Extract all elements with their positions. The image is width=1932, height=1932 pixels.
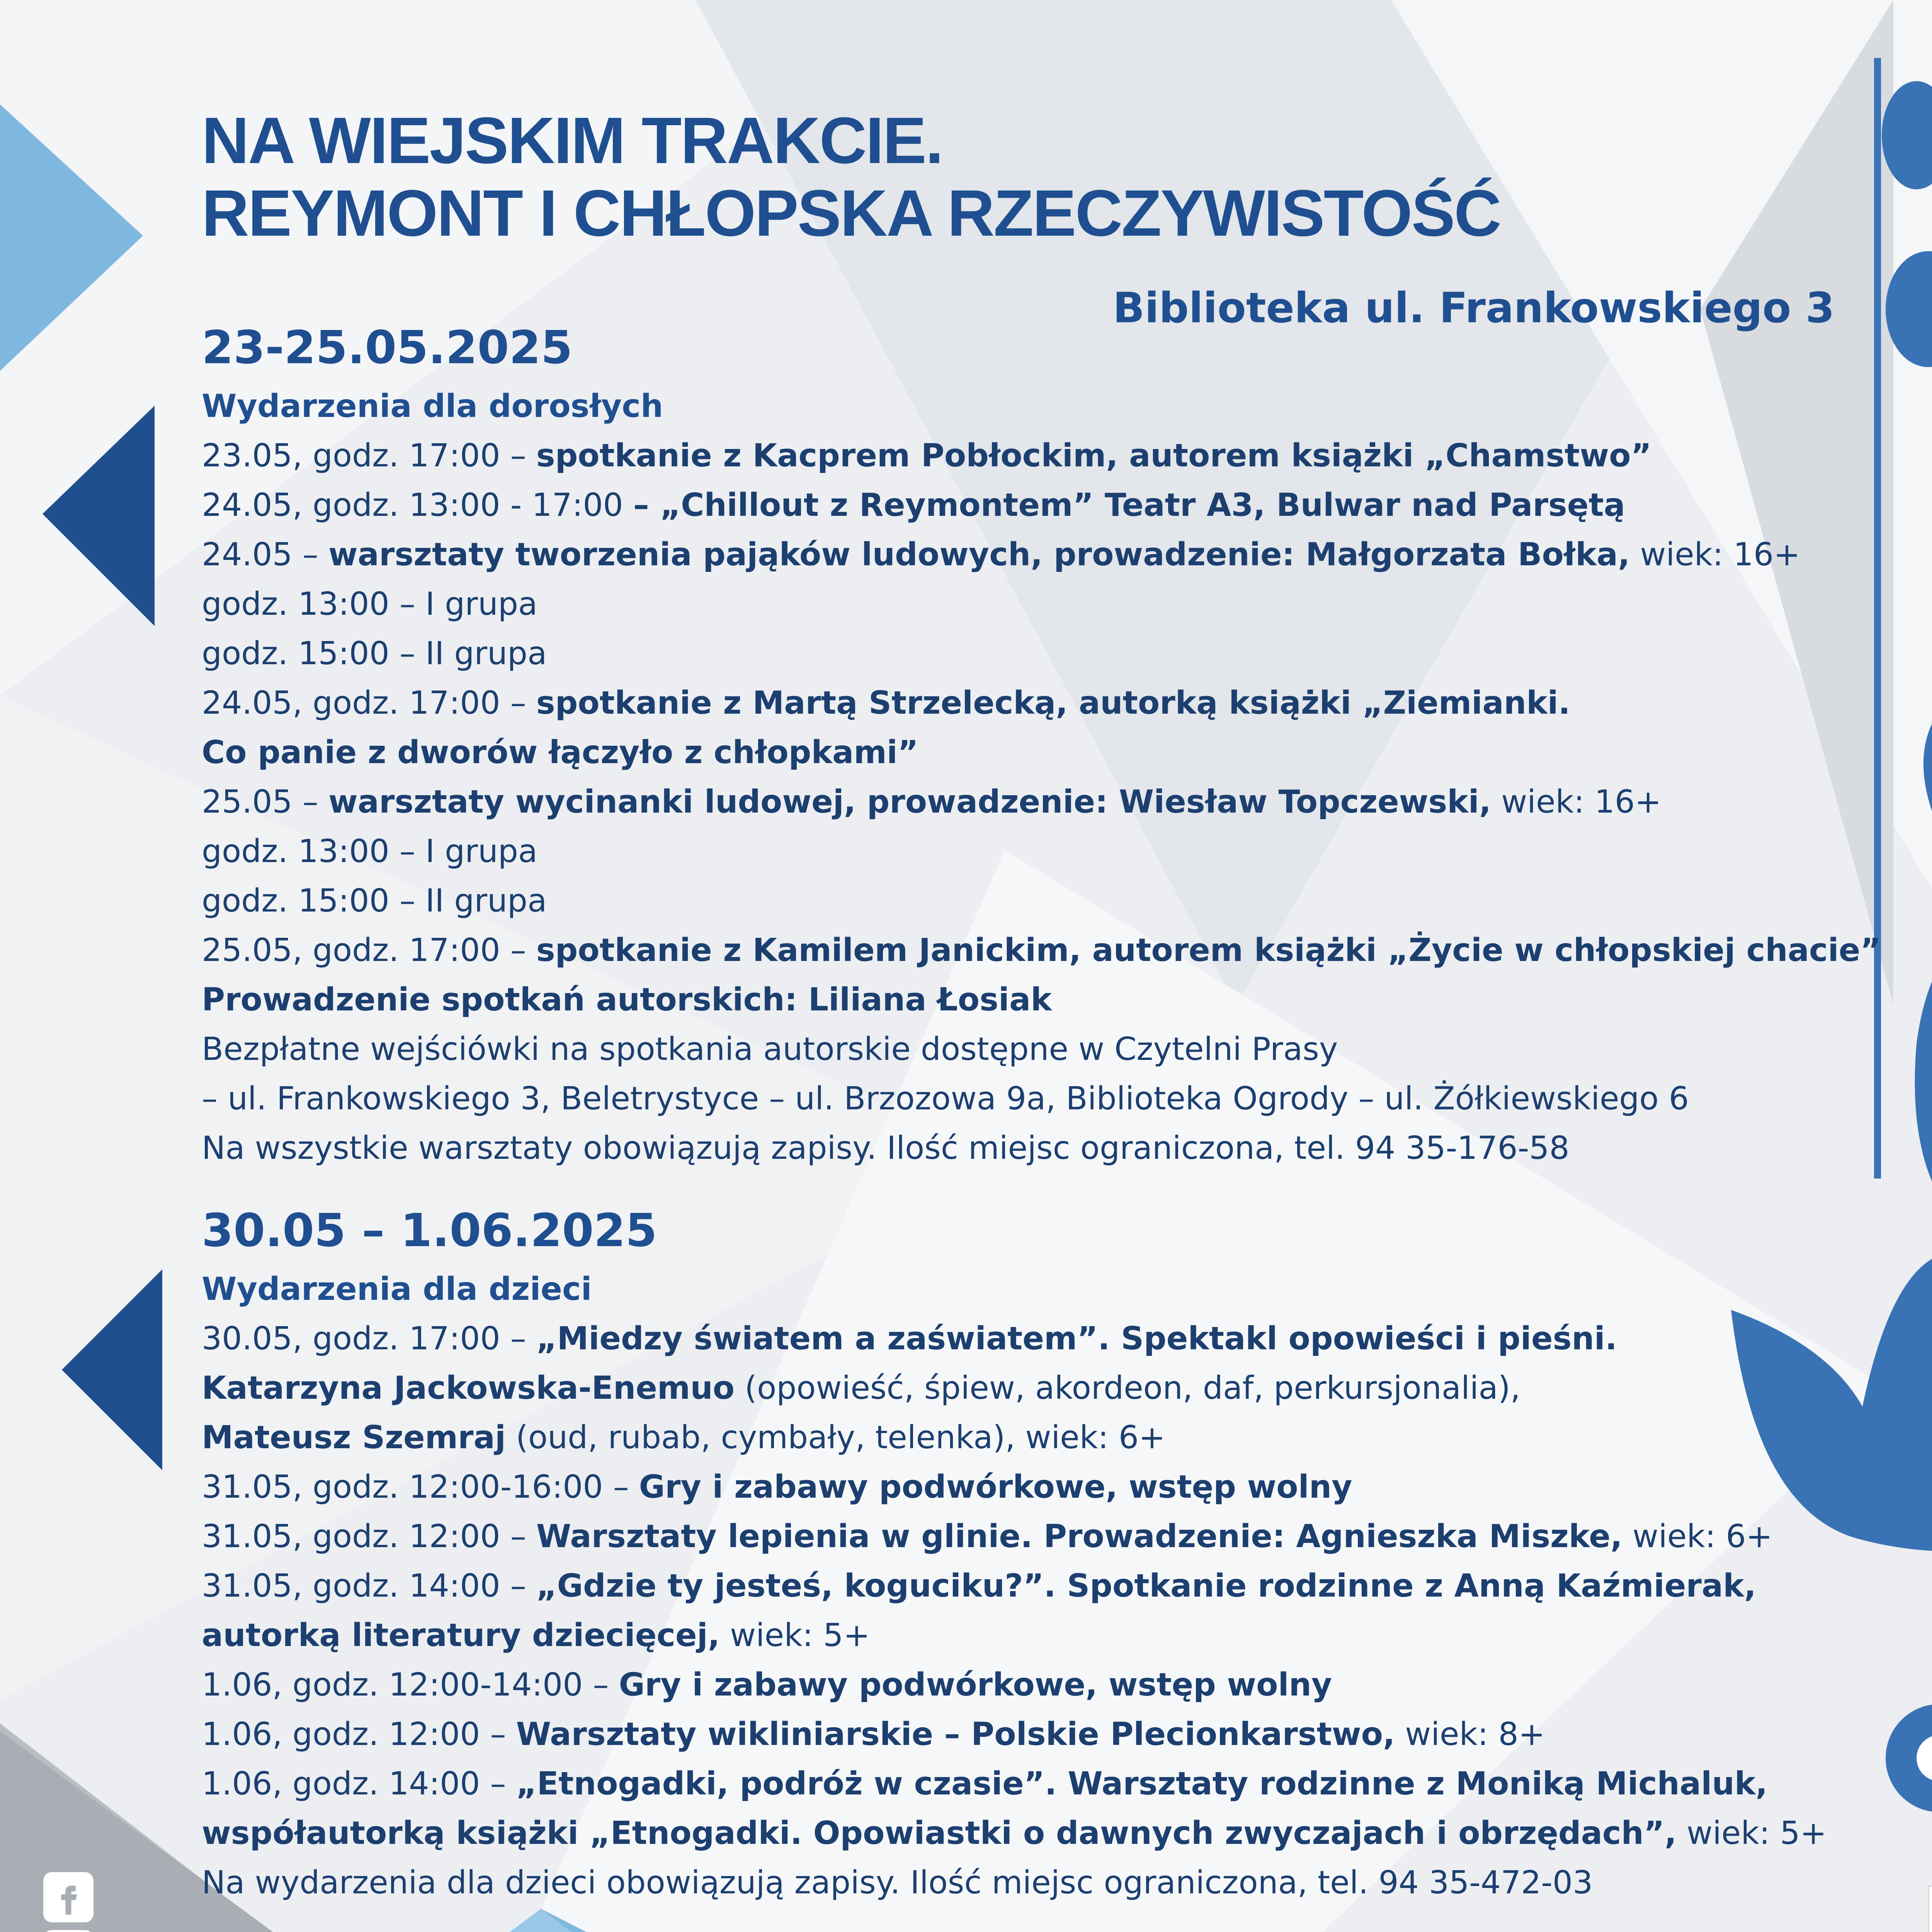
event-line: [202, 1611, 1827, 1660]
event-line-bold: warsztaty wycinanki ludowej, prowadzenie: Wiesław Topczewski,: [328, 784, 1492, 820]
event-line: [202, 777, 1881, 827]
event-line-normal: 25.05 –: [202, 784, 328, 820]
event-line-normal: godz. 13:00 – I grupa: [202, 833, 538, 870]
event-line-bold: autorką literatury dziecięcej,: [202, 1617, 720, 1654]
event-line: [202, 580, 1881, 629]
event-line-normal: 23.05, godz. 17:00 –: [202, 437, 536, 474]
event-line-normal: 1.06, godz. 14:00 –: [202, 1765, 516, 1802]
event-line: [202, 1759, 1827, 1809]
event-line-bold: „Miedzy światem a zaświatem”. Spektakl opowieści i pieśni.: [536, 1320, 1617, 1357]
children-date: 30.05 – 1.06.2025: [202, 1204, 657, 1257]
children-section: [202, 1204, 1827, 1908]
page-title: [202, 104, 1500, 250]
sponsor-box: [1928, 1886, 1932, 1932]
title-line-1: NA WIEJSKIM TRAKCIE.: [202, 104, 943, 177]
event-line: [202, 926, 1881, 975]
event-line-bold: „Etnogadki, podróż w czasie”. Warsztaty rodzinne z Moniką Michaluk,: [516, 1765, 1768, 1802]
event-line-tail: wiek: 6+: [1622, 1518, 1773, 1555]
event-line: [202, 481, 1881, 530]
event-line-bold: Gry i zabawy podwórkowe, wstęp wolny: [639, 1469, 1352, 1505]
event-line-tail: wiek: 5+: [1676, 1815, 1827, 1852]
event-line: [202, 1413, 1827, 1463]
event-line: [202, 1124, 1881, 1173]
event-line-bold: Warsztaty wikliniarskie – Polskie Plecionkarstwo,: [516, 1716, 1395, 1753]
event-line-normal: 25.05, godz. 17:00 –: [202, 932, 536, 969]
event-line: [202, 1858, 1827, 1908]
event-line-normal: 1.06, godz. 12:00-14:00 –: [202, 1667, 619, 1703]
event-line-bold: spotkanie z Martą Strzelecką, autorką książki „Ziemianki.: [536, 685, 1570, 721]
event-line-bold: warsztaty tworzenia pająków ludowych, prowadzenie: Małgorzata Bołka,: [328, 536, 1630, 573]
event-line-normal: 24.05, godz. 13:00 - 17:00: [202, 487, 633, 524]
event-line-bold: Gry i zabawy podwórkowe, wstęp wolny: [619, 1667, 1332, 1703]
adults-section: [202, 321, 1881, 1173]
event-line-tail: wiek: 16+: [1491, 784, 1662, 820]
adults-heading: Wydarzenia dla dorosłych: [202, 388, 663, 425]
event-line-tail: (oud, rubab, cymbały, telenka), wiek: 6+: [505, 1419, 1165, 1456]
event-line-normal: 24.05, godz. 17:00 –: [202, 685, 536, 721]
adults-date: 23-25.05.2025: [202, 321, 573, 374]
event-line-bold: – „Chillout z Reymontem” Teatr A3, Bulwar nad Parsętą: [633, 487, 1625, 524]
event-line-normal: 31.05, godz. 12:00 –: [202, 1518, 536, 1555]
event-line: [202, 1314, 1827, 1364]
event-line-normal: godz. 15:00 – II grupa: [202, 883, 547, 919]
event-line: [202, 728, 1881, 777]
title-line-2: REYMONT I CHŁOPSKA RZECZYWISTOŚĆ: [202, 177, 1500, 250]
event-line: [202, 629, 1881, 679]
event-line-bold: Mateusz Szemraj: [202, 1419, 506, 1456]
event-line-bold: Warsztaty lepienia w glinie. Prowadzenie: Agnieszka Miszke,: [536, 1518, 1622, 1555]
event-line: [202, 431, 1881, 481]
event-line: [202, 975, 1881, 1025]
event-line: [202, 1660, 1827, 1710]
event-line-normal: 24.05 –: [202, 536, 328, 573]
instagram-icon[interactable]: [43, 1930, 94, 1932]
event-line-tail: wiek: 16+: [1630, 536, 1800, 573]
event-line-bold: „Gdzie ty jesteś, koguciku?”. Spotkanie rodzinne z Anną Kaźmierak,: [536, 1568, 1756, 1604]
event-line: [202, 827, 1881, 876]
event-line-normal: Na wszystkie warsztaty obowiązują zapisy. Ilość miejsc ograniczona, tel. 94 35-176-58: [202, 1130, 1570, 1167]
event-line: [202, 1512, 1827, 1561]
event-line: [202, 1463, 1827, 1512]
event-line: [202, 1809, 1827, 1858]
event-line-normal: 31.05, godz. 12:00-16:00 –: [202, 1469, 639, 1505]
event-line-normal: 31.05, godz. 14:00 –: [202, 1568, 536, 1604]
event-line-bold: spotkanie z Kacprem Pobłockim, autorem książki „Chamstwo”: [536, 437, 1652, 474]
venue-location: Biblioteka ul. Frankowskiego 3: [1113, 284, 1835, 332]
event-line: [202, 1025, 1881, 1074]
event-line: [202, 530, 1881, 580]
event-line-normal: 1.06, godz. 12:00 –: [202, 1716, 516, 1753]
event-line-normal: – ul. Frankowskiego 3, Beletrystyce – ul. Brzozowa 9a, Biblioteka Ogrody – ul. Żółkiewskiego 6: [202, 1080, 1689, 1117]
event-line-normal: Bezpłatne wejściówki na spotkania autorskie dostępne w Czytelni Prasy: [202, 1031, 1338, 1068]
event-line-bold: Co panie z dworów łączyło z chłopkami”: [202, 734, 918, 771]
children-event-list: [202, 1314, 1827, 1908]
event-line-tail: wiek: 5+: [719, 1617, 870, 1654]
event-line-bold: Katarzyna Jackowska-Enemuo: [202, 1370, 735, 1406]
event-line-tail: (opowieść, śpiew, akordeon, daf, perkursjonalia),: [735, 1370, 1520, 1406]
event-line: [202, 1561, 1827, 1611]
children-heading: Wydarzenia dla dzieci: [202, 1271, 592, 1308]
facebook-icon[interactable]: [43, 1872, 94, 1922]
event-line: [202, 679, 1881, 728]
event-line-bold: spotkanie z Kamilem Janickim, autorem książki „Życie w chłopskiej chacie”: [536, 932, 1881, 969]
adults-event-list: [202, 431, 1881, 1173]
event-line-bold: Prowadzenie spotkań autorskich: Liliana Łosiak: [202, 981, 1052, 1018]
event-line-normal: godz. 15:00 – II grupa: [202, 635, 547, 672]
event-line-tail: wiek: 8+: [1395, 1716, 1545, 1753]
event-line: [202, 1364, 1827, 1413]
event-line-bold: współautorką książki „Etnogadki. Opowiastki o dawnych zwyczajach i obrzędach”,: [202, 1815, 1677, 1852]
event-line: [202, 1074, 1881, 1124]
event-line-normal: 30.05, godz. 17:00 –: [202, 1320, 536, 1357]
event-line: [202, 1710, 1827, 1759]
event-line-normal: godz. 13:00 – I grupa: [202, 586, 538, 622]
event-line-normal: Na wydarzenia dla dzieci obowiązują zapisy. Ilość miejsc ograniczona, tel. 94 35-472-03: [202, 1864, 1593, 1901]
event-line: [202, 876, 1881, 926]
